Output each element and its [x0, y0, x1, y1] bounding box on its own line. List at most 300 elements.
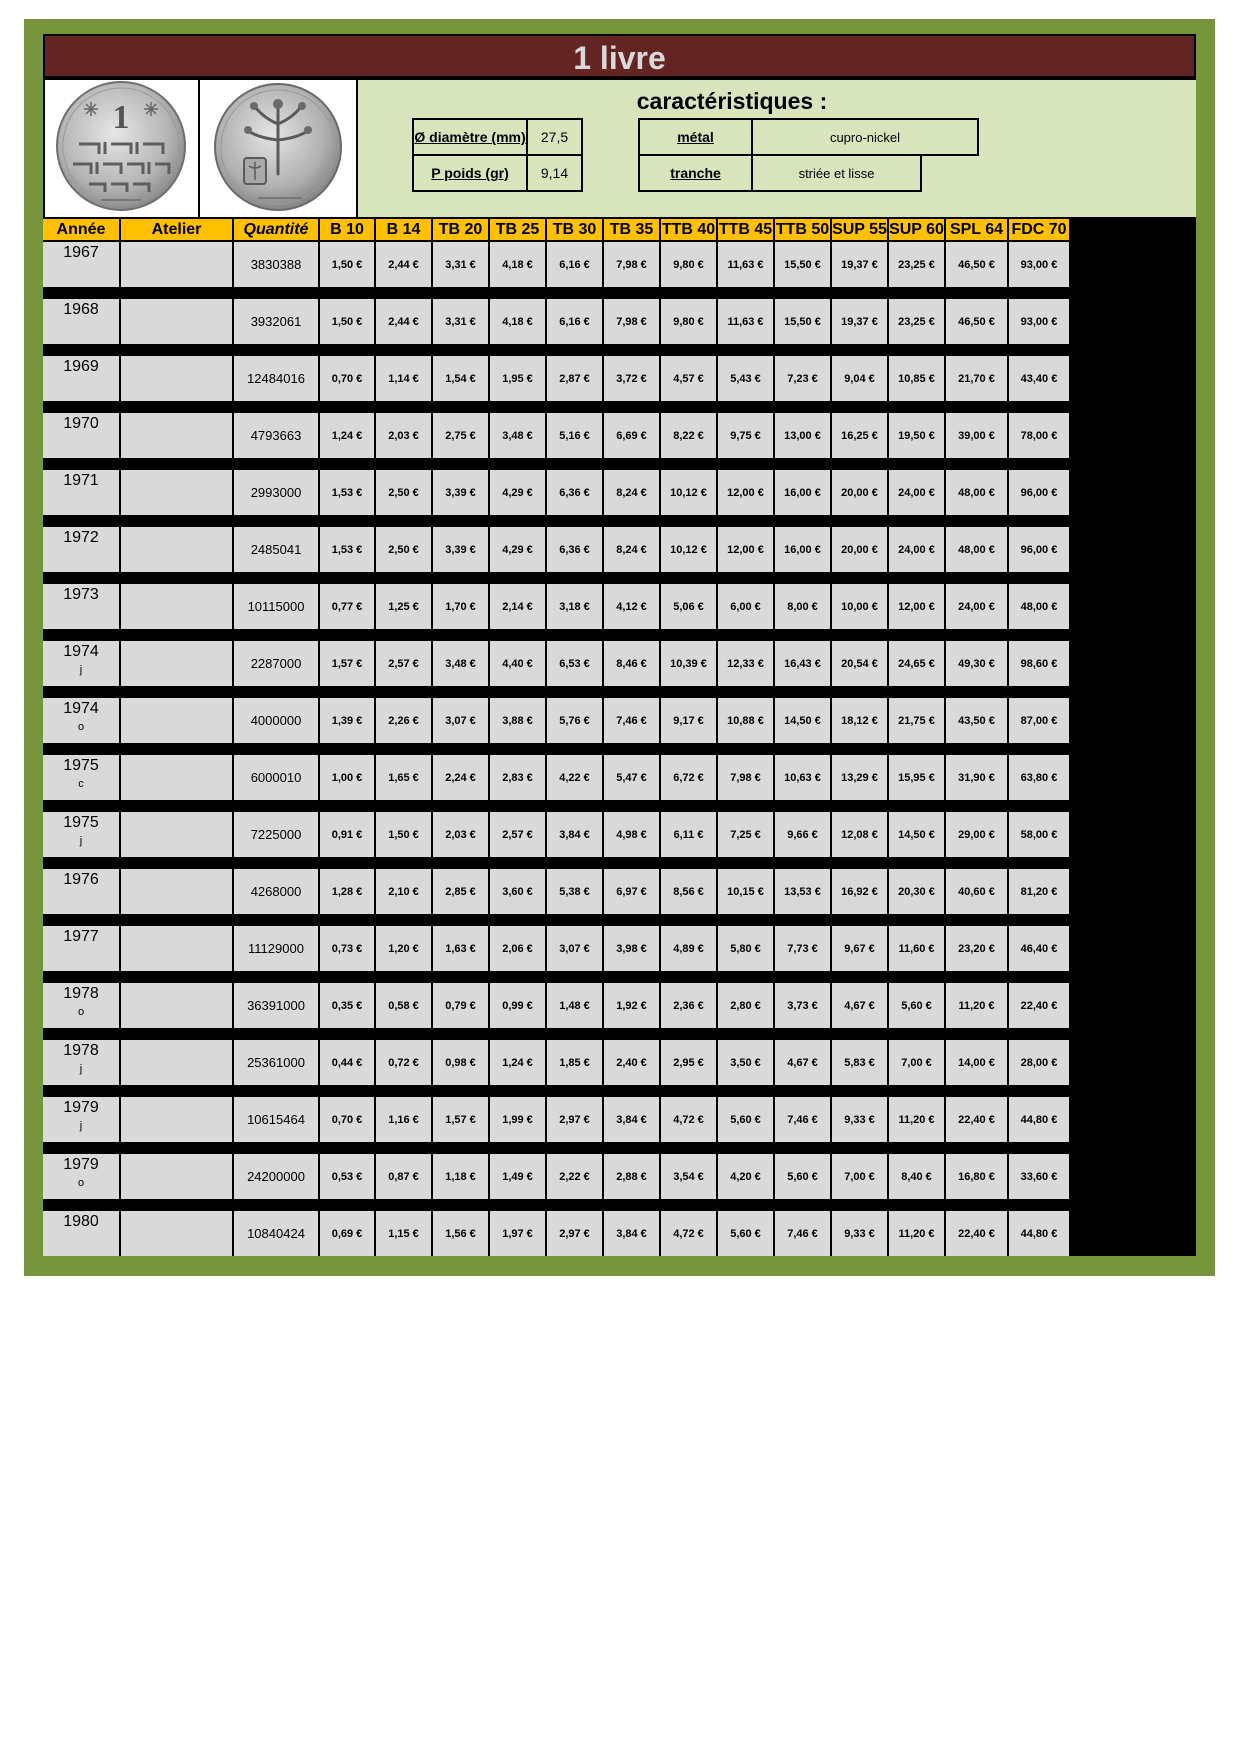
price-cell: 29,00 €: [946, 812, 1007, 857]
price-cell: 11,20 €: [946, 983, 1007, 1028]
price-cell: 0,73 €: [320, 926, 374, 971]
quantity-cell: 10115000: [234, 584, 318, 629]
price-cell: 1,57 €: [433, 1097, 488, 1142]
price-cell: 12,00 €: [718, 527, 773, 572]
price-cell: 46,50 €: [946, 299, 1007, 344]
price-cell: 12,00 €: [889, 584, 944, 629]
column-header: Année: [43, 219, 119, 240]
price-cell: 24,65 €: [889, 641, 944, 686]
price-cell: 39,00 €: [946, 413, 1007, 458]
year-cell: [43, 242, 119, 287]
quantity-cell: 11129000: [234, 926, 318, 971]
atelier-cell: [121, 356, 232, 401]
price-cell: 1,24 €: [490, 1040, 545, 1085]
table-row: [43, 983, 1196, 1028]
year-value: 1969: [63, 358, 99, 375]
year-cell: [43, 527, 119, 572]
price-cell: 48,00 €: [1009, 584, 1069, 629]
price-cell: 96,00 €: [1009, 527, 1069, 572]
year-value: 1970: [63, 415, 99, 432]
price-cell: 4,72 €: [661, 1211, 716, 1256]
price-cell: 2,40 €: [604, 1040, 659, 1085]
price-cell: 9,33 €: [832, 1097, 887, 1142]
atelier-cell: [121, 755, 232, 800]
price-cell: 2,44 €: [376, 242, 431, 287]
price-cell: 48,00 €: [946, 527, 1007, 572]
price-cell: 2,50 €: [376, 470, 431, 515]
price-cell: 1,49 €: [490, 1154, 545, 1199]
quantity-cell: 12484016: [234, 356, 318, 401]
price-cell: 7,00 €: [832, 1154, 887, 1199]
quantity-cell: 3830388: [234, 242, 318, 287]
table-row: [43, 1040, 1196, 1085]
price-cell: 6,16 €: [547, 242, 602, 287]
price-cell: 0,69 €: [320, 1211, 374, 1256]
year-cell: [43, 698, 119, 743]
price-cell: 7,46 €: [775, 1097, 830, 1142]
price-cell: 3,07 €: [547, 926, 602, 971]
year-value: 1968: [63, 301, 99, 318]
price-cell: 0,72 €: [376, 1040, 431, 1085]
price-cell: 18,12 €: [832, 698, 887, 743]
price-cell: 5,60 €: [889, 983, 944, 1028]
price-cell: 10,12 €: [661, 470, 716, 515]
price-cell: 0,44 €: [320, 1040, 374, 1085]
price-cell: 5,83 €: [832, 1040, 887, 1085]
column-header: TTB 45: [718, 221, 773, 238]
price-cell: 8,46 €: [604, 641, 659, 686]
price-cell: 0,70 €: [320, 1097, 374, 1142]
price-cell: 6,97 €: [604, 869, 659, 914]
price-cell: 11,60 €: [889, 926, 944, 971]
price-cell: 10,85 €: [889, 356, 944, 401]
price-cell: 78,00 €: [1009, 413, 1069, 458]
year-cell: [43, 869, 119, 914]
year-value: 1978: [63, 1042, 99, 1059]
price-cell: 3,60 €: [490, 869, 545, 914]
price-cell: 20,30 €: [889, 869, 944, 914]
year-cell: [43, 1154, 119, 1199]
price-cell: 9,67 €: [832, 926, 887, 971]
price-cell: 23,20 €: [946, 926, 1007, 971]
price-cell: 43,40 €: [1009, 356, 1069, 401]
price-cell: 20,00 €: [832, 527, 887, 572]
column-header: TB 30: [547, 219, 602, 240]
quantity-cell: 6000010: [234, 755, 318, 800]
year-cell: [43, 584, 119, 629]
price-cell: 2,24 €: [433, 755, 488, 800]
table-row: [43, 413, 1196, 458]
price-cell: 1,24 €: [320, 413, 374, 458]
diametre-label: Ø diamètre (mm): [412, 118, 528, 156]
price-cell: 20,00 €: [832, 470, 887, 515]
price-cell: 5,43 €: [718, 356, 773, 401]
characteristics-panel: [358, 80, 1196, 217]
price-cell: 16,43 €: [775, 641, 830, 686]
price-cell: 1,00 €: [320, 755, 374, 800]
price-cell: 5,80 €: [718, 926, 773, 971]
price-cell: 3,84 €: [604, 1211, 659, 1256]
price-cell: 3,84 €: [547, 812, 602, 857]
price-cell: 2,85 €: [433, 869, 488, 914]
price-cell: 19,50 €: [889, 413, 944, 458]
price-cell: 1,15 €: [376, 1211, 431, 1256]
price-cell: 3,73 €: [775, 983, 830, 1028]
column-header: SPL 64: [946, 219, 1007, 240]
atelier-cell: [121, 299, 232, 344]
price-cell: 6,72 €: [661, 755, 716, 800]
price-cell: 8,00 €: [775, 584, 830, 629]
year-value: 1978: [63, 985, 99, 1002]
price-cell: 22,40 €: [1009, 983, 1069, 1028]
price-cell: 28,00 €: [1009, 1040, 1069, 1085]
price-cell: 4,67 €: [775, 1040, 830, 1085]
price-cell: 1,39 €: [320, 698, 374, 743]
price-cell: 6,00 €: [718, 584, 773, 629]
year-cell: [43, 1040, 119, 1085]
price-cell: 4,89 €: [661, 926, 716, 971]
price-cell: 5,16 €: [547, 413, 602, 458]
price-cell: 2,14 €: [490, 584, 545, 629]
price-cell: 93,00 €: [1009, 242, 1069, 287]
price-cell: 1,28 €: [320, 869, 374, 914]
mint-mark: j: [79, 1063, 83, 1075]
price-cell: 19,37 €: [832, 299, 887, 344]
price-cell: 9,33 €: [832, 1211, 887, 1256]
price-cell: 63,80 €: [1009, 755, 1069, 800]
price-cell: 2,80 €: [718, 983, 773, 1028]
coin-obverse-icon: [45, 80, 198, 217]
price-cell: 1,53 €: [320, 470, 374, 515]
price-cell: 1,95 €: [490, 356, 545, 401]
atelier-cell: [121, 1211, 232, 1256]
atelier-cell: [121, 1040, 232, 1085]
price-cell: 2,36 €: [661, 983, 716, 1028]
year-value: 1971: [63, 472, 99, 489]
price-cell: 0,79 €: [433, 983, 488, 1028]
price-cell: 9,66 €: [775, 812, 830, 857]
quantity-cell: 10840424: [234, 1211, 318, 1256]
column-header: TB 20: [433, 219, 488, 240]
price-cell: 6,16 €: [547, 299, 602, 344]
year-value: 1967: [63, 244, 99, 261]
year-value: 1972: [63, 529, 99, 546]
year-cell: [43, 1097, 119, 1142]
price-cell: 11,20 €: [889, 1211, 944, 1256]
quantity-cell: 24200000: [234, 1154, 318, 1199]
quantity-cell: 4268000: [234, 869, 318, 914]
price-cell: 3,88 €: [490, 698, 545, 743]
quantity-cell: 2287000: [234, 641, 318, 686]
price-cell: 1,20 €: [376, 926, 431, 971]
price-cell: 40,60 €: [946, 869, 1007, 914]
price-cell: 2,03 €: [433, 812, 488, 857]
year-value: 1976: [63, 871, 99, 888]
mint-mark: o: [77, 1006, 85, 1018]
atelier-cell: [121, 869, 232, 914]
price-cell: 10,39 €: [661, 641, 716, 686]
price-cell: 6,69 €: [604, 413, 659, 458]
quantity-cell: 25361000: [234, 1040, 318, 1085]
price-cell: 4,18 €: [490, 242, 545, 287]
price-cell: 8,40 €: [889, 1154, 944, 1199]
mint-mark: o: [77, 721, 85, 733]
price-cell: 3,84 €: [604, 1097, 659, 1142]
mint-mark: j: [79, 1120, 83, 1132]
price-cell: 1,92 €: [604, 983, 659, 1028]
price-cell: 1,50 €: [376, 812, 431, 857]
price-cell: 49,30 €: [946, 641, 1007, 686]
price-cell: 24,00 €: [946, 584, 1007, 629]
price-cell: 3,07 €: [433, 698, 488, 743]
price-cell: 22,40 €: [946, 1097, 1007, 1142]
price-cell: 2,83 €: [490, 755, 545, 800]
table-row: [43, 812, 1196, 857]
price-cell: 48,00 €: [946, 470, 1007, 515]
year-cell: [43, 983, 119, 1028]
price-cell: 8,56 €: [661, 869, 716, 914]
price-cell: 93,00 €: [1009, 299, 1069, 344]
atelier-cell: [121, 926, 232, 971]
poids-label: P poids (gr): [412, 154, 528, 192]
price-cell: 16,25 €: [832, 413, 887, 458]
atelier-cell: [121, 983, 232, 1028]
price-cell: 21,70 €: [946, 356, 1007, 401]
price-cell: 1,50 €: [320, 242, 374, 287]
price-cell: 11,63 €: [718, 299, 773, 344]
atelier-cell: [121, 527, 232, 572]
price-cell: 31,90 €: [946, 755, 1007, 800]
price-cell: 5,38 €: [547, 869, 602, 914]
price-cell: 0,99 €: [490, 983, 545, 1028]
price-cell: 9,80 €: [661, 299, 716, 344]
price-cell: 13,53 €: [775, 869, 830, 914]
price-cell: 7,00 €: [889, 1040, 944, 1085]
price-cell: 8,24 €: [604, 470, 659, 515]
year-value: 1975: [63, 814, 99, 831]
price-cell: 5,60 €: [718, 1211, 773, 1256]
price-cell: 2,57 €: [376, 641, 431, 686]
price-cell: 23,25 €: [889, 299, 944, 344]
table-row: [43, 299, 1196, 344]
price-cell: 24,00 €: [889, 527, 944, 572]
mint-mark: j: [79, 664, 83, 676]
quantity-cell: 36391000: [234, 983, 318, 1028]
price-cell: 44,80 €: [1009, 1097, 1069, 1142]
price-cell: 15,50 €: [775, 299, 830, 344]
column-header: SUP 60: [889, 221, 944, 238]
price-cell: 4,29 €: [490, 470, 545, 515]
price-cell: 4,98 €: [604, 812, 659, 857]
year-value: 1974: [63, 700, 99, 717]
price-cell: 4,18 €: [490, 299, 545, 344]
price-cell: 1,50 €: [320, 299, 374, 344]
table-row: [43, 1154, 1196, 1199]
table-row: [43, 1211, 1196, 1256]
price-cell: 10,88 €: [718, 698, 773, 743]
price-cell: 1,57 €: [320, 641, 374, 686]
price-cell: 3,39 €: [433, 470, 488, 515]
price-cell: 12,00 €: [718, 470, 773, 515]
price-cell: 1,18 €: [433, 1154, 488, 1199]
price-cell: 1,97 €: [490, 1211, 545, 1256]
price-cell: 2,97 €: [547, 1211, 602, 1256]
mint-mark: j: [79, 835, 83, 847]
quantity-cell: 7225000: [234, 812, 318, 857]
price-cell: 5,47 €: [604, 755, 659, 800]
price-cell: 4,40 €: [490, 641, 545, 686]
quantity-cell: 4000000: [234, 698, 318, 743]
metal-value: cupro-nickel: [751, 118, 979, 156]
price-cell: 4,12 €: [604, 584, 659, 629]
price-cell: 4,29 €: [490, 527, 545, 572]
price-cell: 14,50 €: [775, 698, 830, 743]
price-cell: 2,06 €: [490, 926, 545, 971]
year-cell: [43, 755, 119, 800]
price-cell: 16,80 €: [946, 1154, 1007, 1199]
column-header: B 10: [320, 219, 374, 240]
column-header: B 14: [376, 219, 431, 240]
atelier-cell: [121, 641, 232, 686]
price-cell: 5,60 €: [775, 1154, 830, 1199]
atelier-cell: [121, 698, 232, 743]
diametre-value: 27,5: [526, 118, 583, 156]
atelier-cell: [121, 812, 232, 857]
price-cell: 9,04 €: [832, 356, 887, 401]
column-header: TTB 50: [775, 221, 830, 238]
price-cell: 1,16 €: [376, 1097, 431, 1142]
characteristics-heading: caractéristiques :: [636, 88, 828, 114]
price-cell: 11,20 €: [889, 1097, 944, 1142]
price-cell: 2,57 €: [490, 812, 545, 857]
year-cell: [43, 812, 119, 857]
price-cell: 5,06 €: [661, 584, 716, 629]
price-cell: 6,36 €: [547, 527, 602, 572]
price-cell: 96,00 €: [1009, 470, 1069, 515]
coin-table-frame: [43, 34, 1196, 1256]
column-header: Quantité: [234, 219, 318, 240]
price-cell: 21,75 €: [889, 698, 944, 743]
table-row: [43, 470, 1196, 515]
price-cell: 2,26 €: [376, 698, 431, 743]
table-row: [43, 527, 1196, 572]
price-cell: 81,20 €: [1009, 869, 1069, 914]
price-cell: 3,72 €: [604, 356, 659, 401]
column-header: Atelier: [121, 219, 232, 240]
page-title: 1 livre: [43, 34, 1196, 78]
price-cell: 3,39 €: [433, 527, 488, 572]
price-cell: 1,85 €: [547, 1040, 602, 1085]
year-cell: [43, 1211, 119, 1256]
year-cell: [43, 470, 119, 515]
price-cell: 0,91 €: [320, 812, 374, 857]
price-cell: 1,25 €: [376, 584, 431, 629]
price-cell: 46,50 €: [946, 242, 1007, 287]
year-value: 1974: [63, 643, 99, 660]
year-value: 1979: [63, 1099, 99, 1116]
table-row: [43, 584, 1196, 629]
tranche-label: tranche: [638, 154, 753, 192]
price-cell: 6,53 €: [547, 641, 602, 686]
price-cell: 4,67 €: [832, 983, 887, 1028]
price-cell: 3,50 €: [718, 1040, 773, 1085]
price-cell: 1,63 €: [433, 926, 488, 971]
price-cell: 13,00 €: [775, 413, 830, 458]
atelier-cell: [121, 470, 232, 515]
mint-mark: o: [77, 1177, 85, 1189]
quantity-cell: 3932061: [234, 299, 318, 344]
price-cell: 8,22 €: [661, 413, 716, 458]
atelier-cell: [121, 1154, 232, 1199]
price-cell: 44,80 €: [1009, 1211, 1069, 1256]
price-cell: 1,54 €: [433, 356, 488, 401]
price-cell: 58,00 €: [1009, 812, 1069, 857]
price-cell: 13,29 €: [832, 755, 887, 800]
price-cell: 24,00 €: [889, 470, 944, 515]
price-cell: 43,50 €: [946, 698, 1007, 743]
price-cell: 4,22 €: [547, 755, 602, 800]
table-row: [43, 698, 1196, 743]
year-cell: [43, 299, 119, 344]
column-header: TB 35: [604, 219, 659, 240]
price-cell: 22,40 €: [946, 1211, 1007, 1256]
year-cell: [43, 413, 119, 458]
price-cell: 7,73 €: [775, 926, 830, 971]
year-value: 1973: [63, 586, 99, 603]
price-cell: 2,50 €: [376, 527, 431, 572]
year-cell: [43, 926, 119, 971]
price-cell: 5,60 €: [718, 1097, 773, 1142]
price-cell: 7,98 €: [604, 299, 659, 344]
price-cell: 1,56 €: [433, 1211, 488, 1256]
price-cell: 6,36 €: [547, 470, 602, 515]
atelier-cell: [121, 1097, 232, 1142]
price-cell: 98,60 €: [1009, 641, 1069, 686]
price-cell: 4,57 €: [661, 356, 716, 401]
price-cell: 14,50 €: [889, 812, 944, 857]
year-value: 1975: [63, 757, 99, 774]
atelier-cell: [121, 242, 232, 287]
price-cell: 16,00 €: [775, 527, 830, 572]
table-body: [43, 242, 1196, 1256]
column-header: TB 25: [490, 219, 545, 240]
year-value: 1977: [63, 928, 99, 945]
price-cell: 14,00 €: [946, 1040, 1007, 1085]
price-cell: 2,44 €: [376, 299, 431, 344]
price-cell: 10,00 €: [832, 584, 887, 629]
price-cell: 0,58 €: [376, 983, 431, 1028]
price-cell: 8,24 €: [604, 527, 659, 572]
year-cell: [43, 641, 119, 686]
table-row: [43, 755, 1196, 800]
price-cell: 3,48 €: [490, 413, 545, 458]
price-cell: 7,25 €: [718, 812, 773, 857]
poids-value: 9,14: [526, 154, 583, 192]
price-cell: 3,31 €: [433, 299, 488, 344]
price-cell: 10,12 €: [661, 527, 716, 572]
price-cell: 4,72 €: [661, 1097, 716, 1142]
price-cell: 5,76 €: [547, 698, 602, 743]
year-value: 1980: [63, 1213, 99, 1230]
price-cell: 6,11 €: [661, 812, 716, 857]
price-cell: 12,33 €: [718, 641, 773, 686]
mint-mark: c: [78, 778, 84, 790]
price-cell: 2,95 €: [661, 1040, 716, 1085]
price-cell: 3,18 €: [547, 584, 602, 629]
price-cell: 0,70 €: [320, 356, 374, 401]
price-cell: 2,75 €: [433, 413, 488, 458]
price-cell: 46,40 €: [1009, 926, 1069, 971]
